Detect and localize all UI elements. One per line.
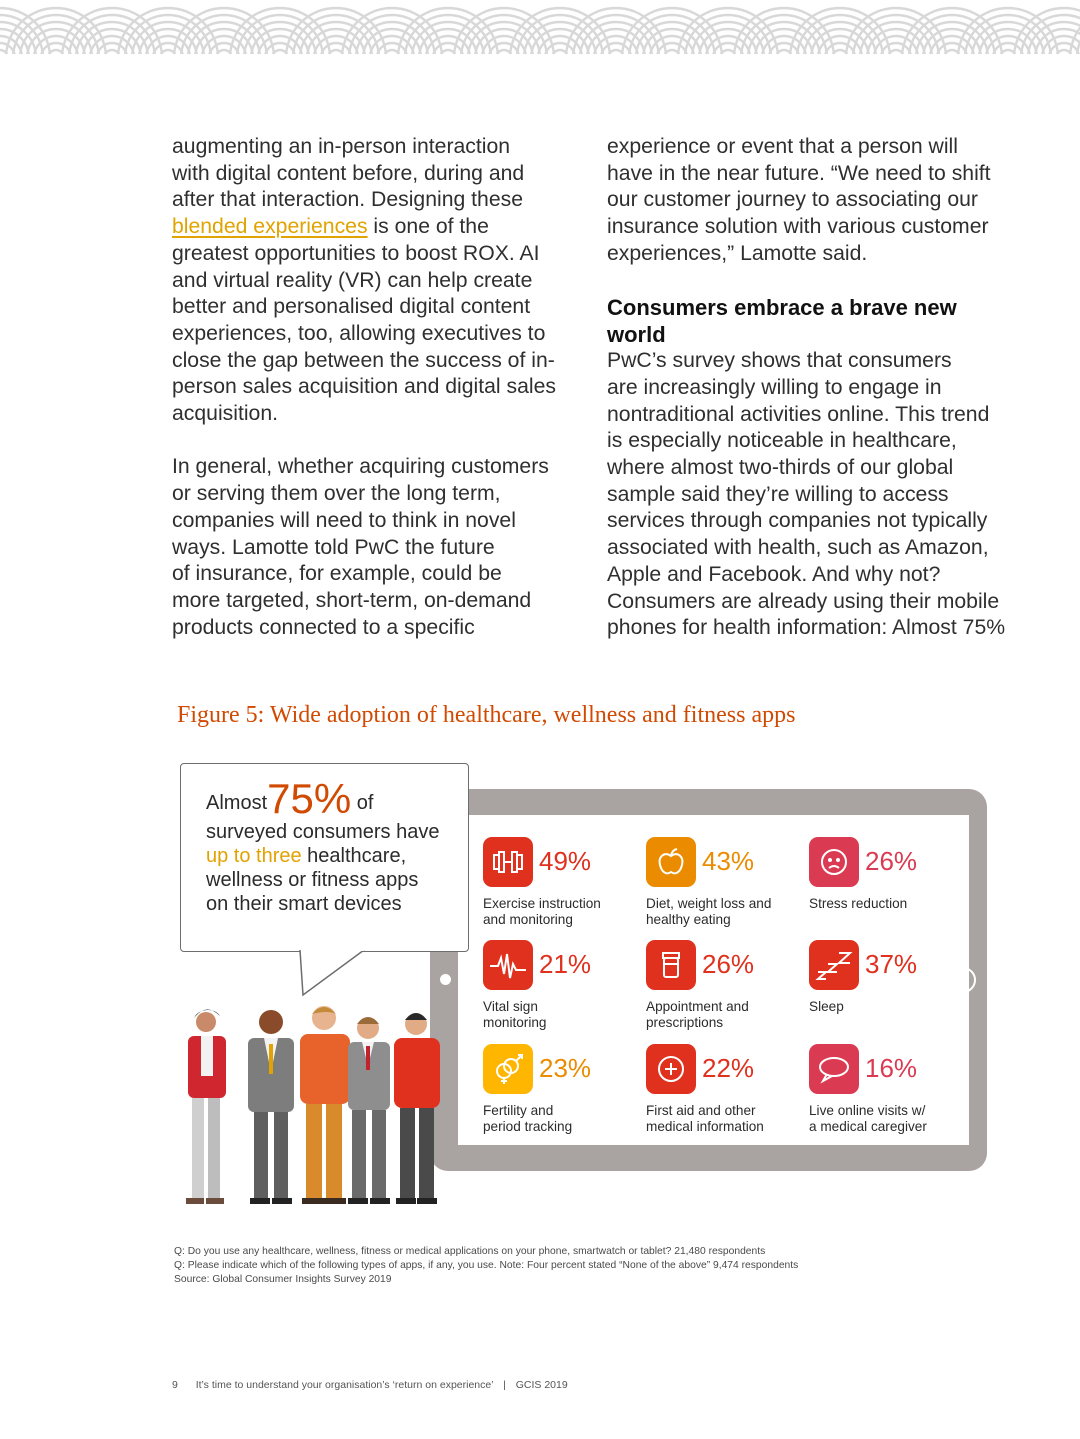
callout-highlight: up to three xyxy=(206,845,302,867)
body-text-line: products connected to a specific xyxy=(172,615,475,639)
app-stat-label: Sleep xyxy=(809,999,844,1014)
body-text-line: insurance solution with various customer xyxy=(607,215,989,239)
app-stat-label: Stress reduction xyxy=(809,896,908,911)
body-text-line: augmenting an in-person interaction xyxy=(172,135,511,158)
body-text-line: person sales acquisition and digital sales xyxy=(172,375,556,399)
body-text-line xyxy=(172,214,582,241)
heartbeat-icon xyxy=(483,940,533,990)
app-stat-percentage: 22% xyxy=(702,1053,755,1083)
paragraph-gap xyxy=(172,428,582,455)
body-text-line: services through companies not typically xyxy=(607,509,988,533)
app-stat-label: Vital sign monitoring xyxy=(483,999,547,1030)
body-text-line: phones for health information: Almost 75% xyxy=(607,616,1006,640)
body-text-line: after that interaction. Designing these xyxy=(172,188,523,212)
app-stat-percentage: 23% xyxy=(539,1053,592,1083)
body-text-line: ways. Lamotte told PwC the future xyxy=(172,535,495,559)
body-text-line: experiences, too, allowing executives to xyxy=(172,321,546,345)
app-stat-percentage: 26% xyxy=(865,846,918,876)
app-stat-label: First aid and other medical information xyxy=(646,1103,764,1134)
blended-experiences-link[interactable]: blended experiences xyxy=(172,215,368,239)
figure-notes xyxy=(174,1245,798,1287)
page-number: 9 xyxy=(172,1379,178,1391)
app-stat-chat-bubble xyxy=(809,1044,969,1144)
person-man-orange-sweater xyxy=(300,1006,350,1204)
first-aid-plus-icon xyxy=(646,1044,696,1094)
app-stat-dumbbell xyxy=(483,837,643,937)
body-text-line: companies will need to think in novel xyxy=(172,508,516,532)
note-line: Q: Please indicate which of the following types of apps, if any, you use. Note: Four percent stated “None of the above” 9,474 respondents xyxy=(174,1260,799,1271)
callout-pre: Almost xyxy=(206,792,268,814)
app-stat-percentage: 16% xyxy=(865,1053,918,1083)
body-text-line: acquisition. xyxy=(172,402,278,426)
series-label: GCIS 2019 xyxy=(515,1379,568,1391)
person-man-red-sweater xyxy=(394,1013,440,1204)
sleep-zzz-icon xyxy=(809,940,859,990)
body-text-line: are increasingly willing to engage in xyxy=(607,375,942,399)
app-stat-label: Live online visits w/ a medical caregiver xyxy=(809,1103,927,1134)
body-text-line: Apple and Facebook. And why not? xyxy=(607,562,941,586)
body-text-line: our customer journey to associating our xyxy=(607,188,978,212)
callout-post: of xyxy=(351,792,374,814)
app-stat-apple xyxy=(646,837,806,937)
tablet-camera xyxy=(440,974,451,985)
frown-face-icon xyxy=(809,837,859,887)
app-stat-label: Appointment and prescriptions xyxy=(646,999,749,1030)
app-stat-percentage: 37% xyxy=(865,949,918,979)
apple-icon xyxy=(646,837,696,887)
app-stat-percentage: 49% xyxy=(539,846,592,876)
app-stat-gender-symbols xyxy=(483,1044,643,1144)
callout-line3-rest: healthcare, xyxy=(301,845,407,867)
callout-line5: on their smart devices xyxy=(206,893,402,915)
body-text-line: sample said they’re willing to access xyxy=(607,482,949,506)
body-text-line: close the gap between the success of in- xyxy=(172,348,555,372)
callout-line4: wellness or fitness apps xyxy=(206,869,419,891)
body-text-line: associated with health, such as Amazon, xyxy=(607,536,989,560)
body-text-line: In general, whether acquiring customers xyxy=(172,455,549,479)
callout-big-stat: 75% xyxy=(267,775,352,822)
body-text-fragment: is one of the xyxy=(367,215,489,239)
paragraph-gap xyxy=(607,268,1019,295)
person-man-grey-suit xyxy=(248,1010,294,1204)
dumbbell-icon xyxy=(483,837,533,887)
source-line: Source: Global Consumer Insights Survey 2019 xyxy=(174,1274,392,1285)
person-woman-red-jacket xyxy=(186,1009,226,1204)
app-stat-percentage: 43% xyxy=(702,846,755,876)
callout-line2: surveyed consumers have xyxy=(206,821,440,843)
body-text-line: better and personalised digital content xyxy=(172,295,531,319)
document-title: It’s time to understand your organisation’s ‘return on experience’ xyxy=(195,1379,494,1391)
callout-text xyxy=(206,775,440,916)
figure-title: Figure 5: Wide adoption of healthcare, wellness and fitness apps xyxy=(177,702,796,728)
app-stat-label: Fertility and period tracking xyxy=(483,1103,573,1134)
body-text-line: is especially noticeable in healthcare, xyxy=(607,429,957,453)
body-text-line: PwC’s survey shows that consumers xyxy=(607,349,952,373)
app-stat-heartbeat xyxy=(483,940,643,1040)
pill-bottle-icon xyxy=(646,940,696,990)
page-footer xyxy=(172,1379,568,1391)
app-stat-percentage: 21% xyxy=(539,949,592,979)
section-heading: world xyxy=(607,322,666,348)
section-heading: Consumers embrace a brave new xyxy=(607,295,957,321)
gender-symbols-icon xyxy=(483,1044,533,1094)
body-text-line: where almost two-thirds of our global xyxy=(607,456,954,480)
body-text-line: experiences,” Lamotte said. xyxy=(607,241,868,265)
note-line: Q: Do you use any healthcare, wellness, fitness or medical applications on your phone, smartwatch or tablet? 21,480 respondents xyxy=(174,1246,766,1257)
body-text-line: with digital content before, during and xyxy=(172,161,525,185)
body-text-line: have in the near future. “We need to shift xyxy=(607,161,991,185)
app-stat-first-aid-plus xyxy=(646,1044,806,1144)
footer-separator: | xyxy=(503,1379,506,1391)
chat-bubble-icon xyxy=(809,1044,859,1094)
app-stat-sleep-zzz xyxy=(809,940,969,1040)
callout-bubble-tail xyxy=(298,950,368,998)
people-group-illustration xyxy=(176,1002,446,1217)
body-text-line: of insurance, for example, could be xyxy=(172,562,502,586)
app-stat-label: Exercise instruction and monitoring xyxy=(483,896,601,927)
decorative-header-pattern xyxy=(0,0,1080,54)
app-stat-percentage: 26% xyxy=(702,949,755,979)
body-text-line: experience or event that a person will xyxy=(607,135,958,158)
body-text-line: nontraditional activities online. This trend xyxy=(607,402,990,426)
body-text-line: or serving them over the long term, xyxy=(172,482,501,506)
person-man-suit-red-tie xyxy=(348,1017,390,1204)
body-text-line: greatest opportunities to boost ROX. AI xyxy=(172,241,540,265)
body-text-line: more targeted, short-term, on-demand xyxy=(172,588,532,612)
app-stat-pill-bottle xyxy=(646,940,806,1040)
left-text-column xyxy=(172,134,582,641)
app-stat-label: Diet, weight loss and healthy eating xyxy=(646,896,772,927)
body-text-line: and virtual reality (VR) can help create xyxy=(172,268,533,292)
app-stat-frown-face xyxy=(809,837,969,937)
body-text-line: Consumers are already using their mobile xyxy=(607,589,1000,613)
right-text-column xyxy=(607,134,1019,642)
